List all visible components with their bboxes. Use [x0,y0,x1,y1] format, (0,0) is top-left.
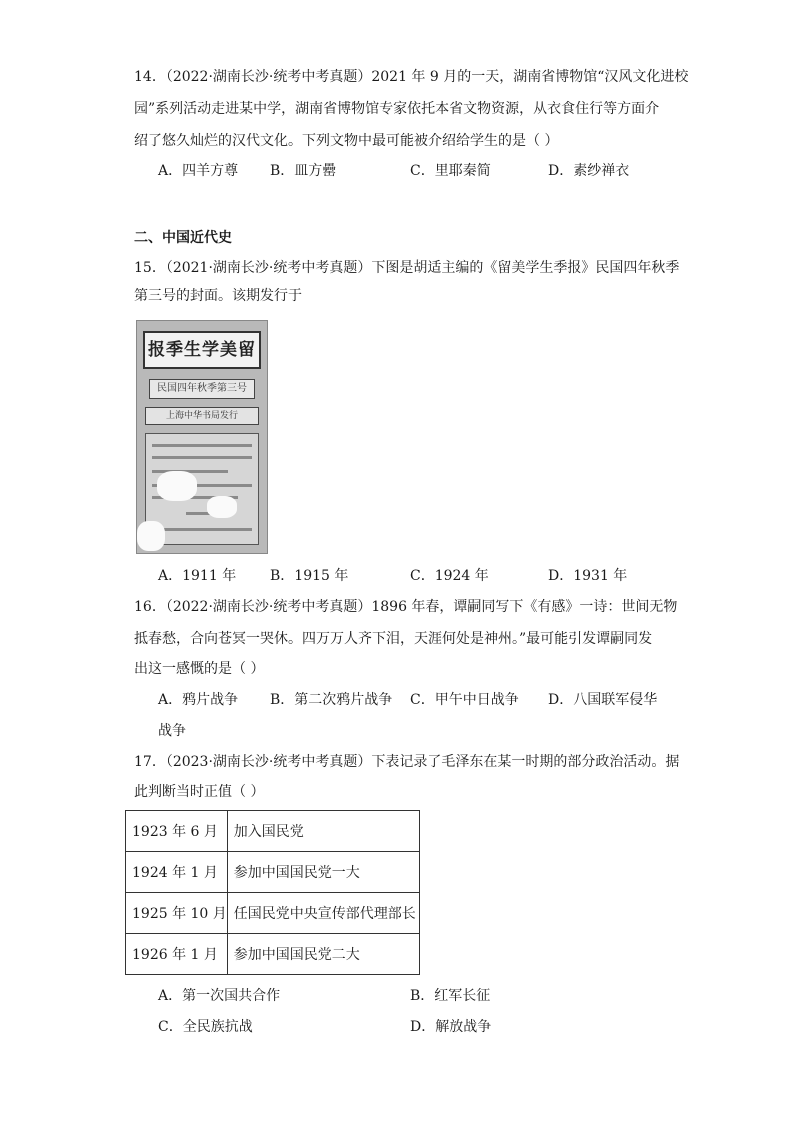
q17-stem-line2: 此判断当时正值（ ） [134,784,265,800]
q14-stem-line3: 绍了悠久灿烂的汉代文化。下列文物中最可能被介绍给学生的是（ ） [134,133,559,149]
q14-option-d[interactable]: D．素纱禅衣 [548,163,630,179]
q15-option-d[interactable]: D．1931 年 [548,568,628,584]
table-cell-event: 参加中国国民党一大 [227,852,419,893]
q17-stem-line1: 17．（2023·湖南长沙·统考中考真题）下表记录了毛泽东在某一时期的部分政治活动。据 [134,754,680,770]
q16-stem-line1: 16．（2022·湖南长沙·统考中考真题）1896 年春，谭嗣同写下《有感》一诗：世间无物 [134,599,678,615]
q16-option-b[interactable]: B．第二次鸦片战争 [270,692,393,708]
magazine-cover-image [136,320,268,554]
q16-stem-line3: 出这一感慨的是（ ） [134,661,265,677]
q15-option-b[interactable]: B．1915 年 [270,568,349,584]
cover-title: 报季生学美留 [143,331,261,369]
table-cell-event: 加入国民党 [227,811,419,852]
q14-stem-line2: 园”系列活动走进某中学，湖南省博物馆专家依托本省文物资源，从衣食住行等方面介 [134,101,660,117]
cover-worn-patch [207,496,237,518]
table-cell-date: 1925 年 10 月 [126,893,228,934]
q14-option-b[interactable]: B．皿方罍 [270,163,337,179]
q16-stem-line2: 抵春愁，合向苍冥一哭休。四万万人齐下泪，天涯何处是神州。”最可能引发谭嗣同发 [134,631,653,647]
section-title-modern-history: 二、中国近代史 [134,230,232,246]
cover-issue-label: 民国四年秋季第三号 [149,379,255,399]
q14-option-c[interactable]: C．里耶秦简 [410,163,491,179]
q15-stem-line1: 15．（2021·湖南长沙·统考中考真题）下图是胡适主编的《留美学生季报》民国四年秋季 [134,260,680,276]
q15-stem-line2: 第三号的封面。该期发行于 [134,288,302,304]
table-row [126,934,420,975]
q16-option-a[interactable]: A．鸦片战争 [158,692,239,708]
q16-option-c[interactable]: C．甲午中日战争 [410,692,519,708]
q15-option-a[interactable]: A．1911 年 [158,568,237,584]
q17-events-table [125,810,420,975]
cover-worn-patch [157,471,197,501]
q17-option-b[interactable]: B．红军长征 [410,988,491,1004]
q17-option-d[interactable]: D．解放战争 [410,1019,492,1035]
table-row [126,852,420,893]
cover-text-band [152,456,252,459]
cover-worn-patch [137,521,165,551]
table-cell-date: 1923 年 6 月 [126,811,228,852]
q17-option-c[interactable]: C．全民族抗战 [158,1019,253,1035]
table-cell-date: 1926 年 1 月 [126,934,228,975]
table-row [126,893,420,934]
q16-option-d[interactable]: D．八国联军侵华 [548,692,658,708]
q15-option-c[interactable]: C．1924 年 [410,568,489,584]
cover-publisher-label: 上海中华书局发行 [145,407,259,425]
table-row [126,811,420,852]
q14-option-a[interactable]: A．四羊方尊 [158,163,239,179]
table-cell-date: 1924 年 1 月 [126,852,228,893]
table-cell-event: 任国民党中央宣传部代理部长 [227,893,419,934]
cover-text-band [152,528,252,531]
table-cell-event: 参加中国国民党二大 [227,934,419,975]
q16-option-d-continued: 战争 [158,723,186,739]
q17-option-a[interactable]: A．第一次国共合作 [158,988,281,1004]
q14-stem-line1: 14．（2022·湖南长沙·统考中考真题）2021 年 9 月的一天，湖南省博物馆“汉风文化进校 [134,69,689,85]
cover-text-band [152,444,252,447]
